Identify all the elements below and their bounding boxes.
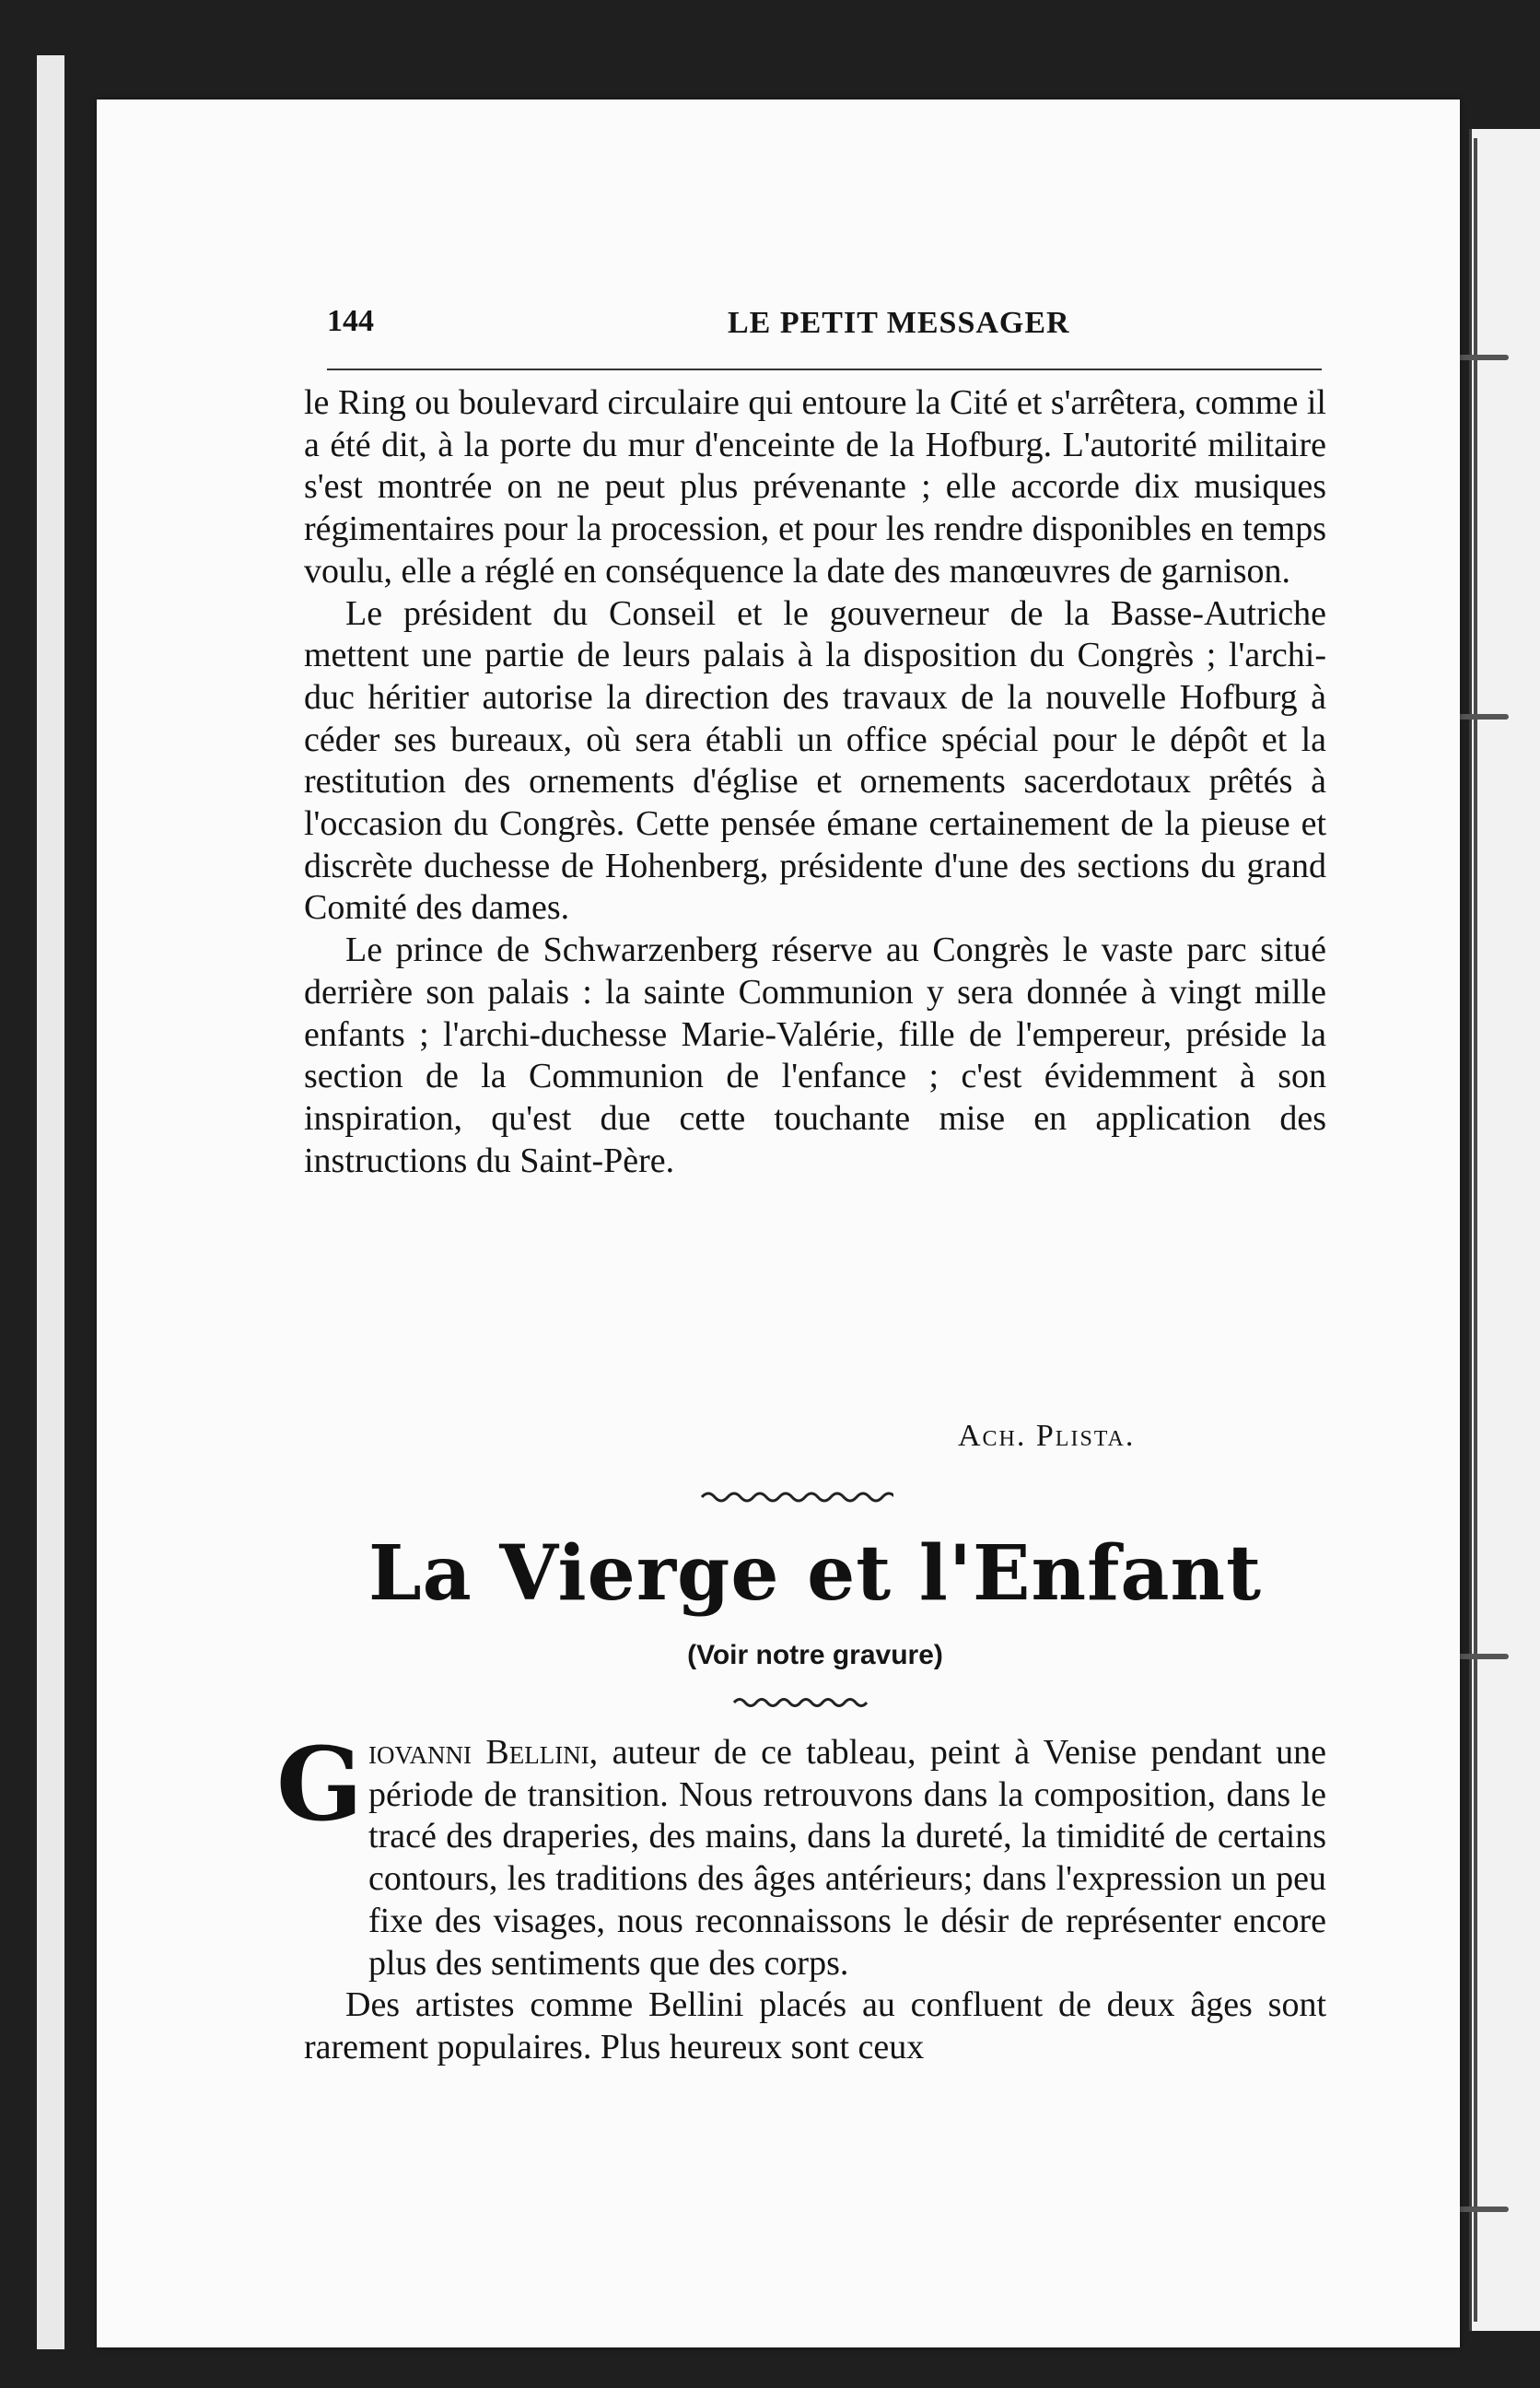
page-number: 144 (327, 304, 374, 338)
drop-cap: G (276, 1725, 363, 1844)
binding-stitch (1453, 1654, 1509, 1659)
binding-line (1474, 138, 1477, 2322)
ornamental-squiggle (732, 1695, 870, 1710)
paragraph: Le président du Conseil et le gouverneur de la Basse-Autriche mettent une partie de leurs palais à la disposition du Congrès ; l'archi-duc héritier autorise la direction des travaux de la nouvelle Hofburg à céder ses bureaux, où sera établi un office spécial pour le dépôt et la restitution des ornements d'église et ornements sacerdotaux prêtés à l'occasion du Congrès. Cette pensée émane certainement de la pieuse et discrète duchesse de Hohenberg, présidente d'une des sections du grand Comité des dames. (304, 593, 1326, 928)
article-title: La Vierge et l'Enfant (368, 1529, 1262, 1618)
journal-title: LE PETIT MESSAGER (728, 306, 1070, 340)
opening-words: iovanni Bellini, (368, 1733, 599, 1772)
previous-page-edge (37, 55, 64, 2349)
paragraph: Le prince de Schwarzenberg réserve au Congrès le vaste parc situé derrière son palais : la sainte Communion y sera donnée à vingt mille enfants ; l'archi-duchesse Marie-Valérie, fille de l'empereur, préside la section de la Communion de l'enfance ; c'est évidemment à son inspiration, qu'est due cette touchante mise en application des instructions du Saint-Père. (304, 931, 1326, 1180)
header-rule (327, 369, 1322, 370)
paragraph: le Ring ou boulevard circulaire qui entoure la Cité et s'arrêtera, comme il a été dit, à la porte du mur d'enceinte de la Hofburg. L'autorité militaire s'est montrée on ne peut plus prévenante ; elle accorde dix musiques régimentaires pour la procession, et pour les rendre disponibles en temps voulu, elle a réglé en conséquence la date des manœuvres de garnison. (304, 383, 1326, 591)
binding-stitch (1453, 714, 1509, 720)
article-subtitle: (Voir notre gravure) (687, 1640, 943, 1670)
binding-stitch (1453, 355, 1509, 360)
running-head (221, 295, 1326, 350)
paragraph (304, 1732, 1326, 1984)
binding-stitch (1453, 2207, 1509, 2212)
next-leaf-edge (1469, 129, 1540, 2331)
author-signature: Ach. Plista. (958, 1419, 1136, 1453)
paragraph-text: auteur de ce tableau, peint à Venise pendant une période de transition. Nous retrouvons dans la composition, dans le tracé des draperies, des mains, dans la dureté, la timidité de certains contours, les traditions des âges antérieurs; dans l'expression un peu fixe des visages, nous reconnaissons le désir de représenter encore plus des sentiments que des corps. (368, 1733, 1326, 1983)
continued-article-text (304, 382, 1326, 1182)
ornamental-squiggle (700, 1488, 893, 1506)
article-body (304, 1732, 1326, 2069)
paragraph: Des artistes comme Bellini placés au confluent de deux âges sont rarement populaires. Plus heureux sont ceux (304, 1985, 1326, 2066)
